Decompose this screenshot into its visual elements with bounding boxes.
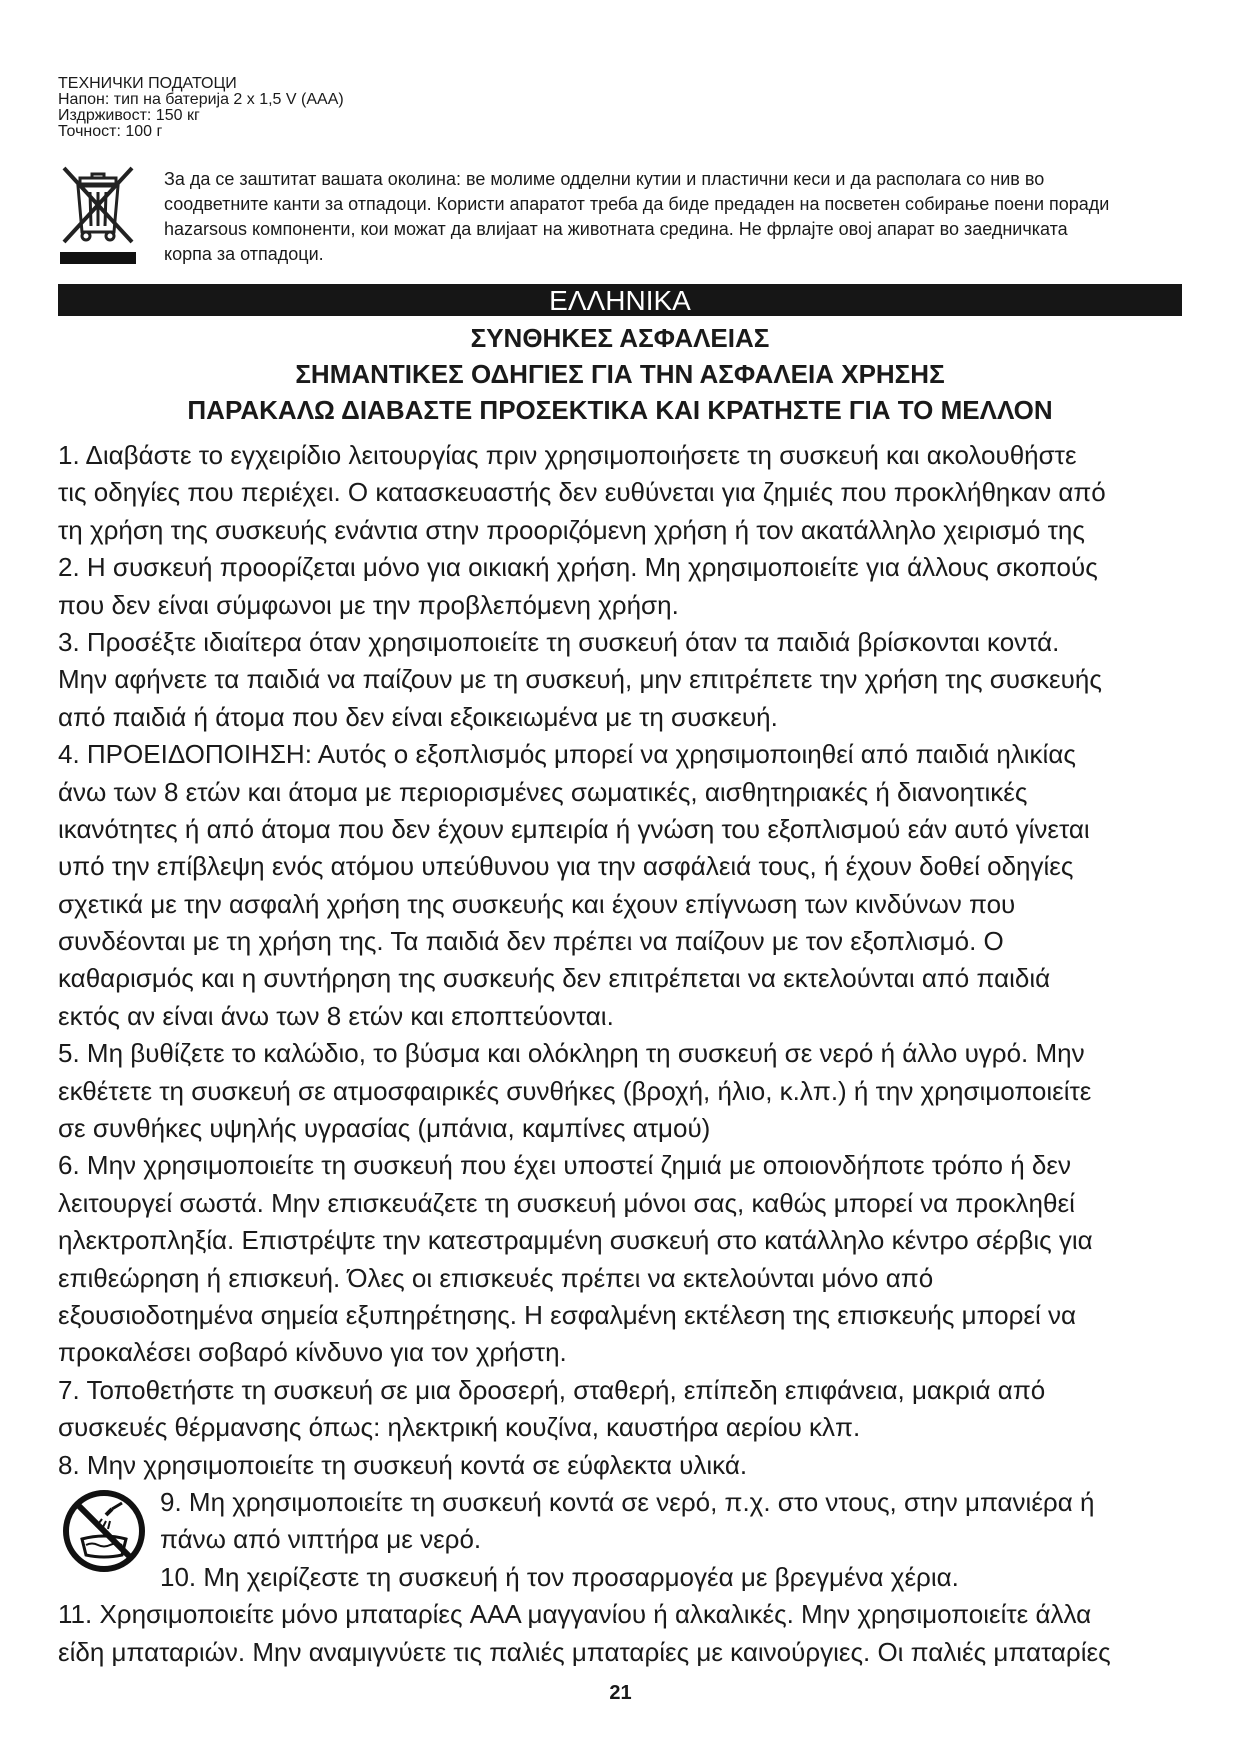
section-subtitle: ΣΗΜΑΝΤΙΚΕΣ ΟΔΗΓΙΕΣ ΓΙΑ ΤΗΝ ΑΣΦΑΛΕΙΑ ΧΡΗΣΗΣ <box>295 359 945 389</box>
disposal-line: hazarsous компоненти, кои можат да влијаат на животната средина. Не фрлајте овој апарат во заедничката <box>164 219 1068 239</box>
instruction-line: 4. ΠΡΟΕΙΔΟΠΟΙΗΣΗ: Αυτός ο εξοπλισμός μπορεί να χρησιμοποιηθεί από παιδιά ηλικίας <box>58 739 1076 770</box>
technical-data-title: ТЕХНИЧКИ ПОДАТОЦИ <box>58 75 237 92</box>
instruction-line: 6. Μην χρησιμοποιείτε τη συσκευή που έχει υποστεί ζημιά με οποιονδήποτε τρόπο ή δεν <box>58 1150 1071 1181</box>
safety-headings <box>58 320 1182 428</box>
instruction-line: 3. Προσέξτε ιδιαίτερα όταν χρησιμοποιείτε τη συσκευή όταν τα παιδιά βρίσκονται κοντά. <box>58 626 1060 657</box>
instruction-line: σε συνθήκες υψηλής υγρασίας (μπάνια, καμπίνες ατμού) <box>58 1113 711 1144</box>
instruction-line: 2. Η συσκευή προορίζεται μόνο για οικιακή χρήση. Μη χρησιμοποιείτε για άλλους σκοπούς <box>58 552 1098 583</box>
water-warning-line: 10. Μη χειρίζεστε τη συσκευή ή τον προσαρμογέα με βρεγμένα χέρια. <box>160 1561 959 1592</box>
disposal-notice <box>164 167 1174 267</box>
instruction-line: καθαρισμός και η συντήρηση της συσκευής δεν επιτρέπεται να εκτελούνται από παιδιά <box>58 963 1051 994</box>
section-subtitle: ΠΑΡΑΚΑΛΩ ΔΙΑΒΑΣΤΕ ΠΡΟΣΕΚΤΙΚΑ ΚΑΙ ΚΡΑΤΗΣΤΕ ΓΙΑ ΤΟ ΜΕΛΛΟΝ <box>187 395 1053 425</box>
instruction-line: σχετικά με την ασφαλή χρήση της συσκευής και έχουν επίγνωση των κινδύνων που <box>58 888 1016 919</box>
instruction-line: 5. Μη βυθίζετε το καλώδιο, το βύσμα και ολόκληρη τη συσκευή σε νερό ή άλλο υγρό. Μην <box>58 1038 1085 1069</box>
disposal-line: корпа за отпадоци. <box>164 244 324 264</box>
technical-capacity: Издрживост: 150 кг <box>58 107 200 124</box>
disposal-line: За да се заштитат вашата околина: ве молиме одделни кутии и пластични кеси и да располага со нив во <box>164 169 1045 189</box>
water-warning-line: 9. Μη χρησιμοποιείτε τη συσκευή κοντά σε νερό, π.χ. στο ντους, στην μπανιέρα ή <box>160 1486 1095 1517</box>
instruction-line: επιθεώρηση ή επισκευή. Όλες οι επισκευές πρέπει να εκτελούνται μόνο από <box>58 1262 934 1293</box>
instruction-line: 1. Διαβάστε το εγχειρίδιο λειτουργίας πριν χρησιμοποιήσετε τη συσκευή και ακολουθήστε <box>58 440 1077 470</box>
instruction-line: τις οδηγίες που περιέχει. Ο κατασκευαστής δεν ευθύνεται για ζημιές που προκλήθηκαν από <box>58 477 1106 508</box>
instruction-line: λειτουργεί σωστά. Μην επισκευάζετε τη συσκευή μόνοι σας, καθώς μπορεί να προκληθεί <box>58 1187 1075 1218</box>
water-warning-line: πάνω από νιπτήρα με νερό. <box>160 1524 482 1555</box>
instruction-line: εξουσιοδοτημένα σημεία εξυπηρέτησης. Η εσφαλμένη εκτέλεση της επισκευής μπορεί να <box>58 1299 1077 1330</box>
language-header: ΕΛΛΗΝΙΚΑ <box>58 284 1182 316</box>
instruction-line: συνδέονται με τη χρήση της. Τα παιδιά δεν πρέπει να παίζουν με τον εξοπλισμό. Ο <box>58 926 1004 957</box>
disposal-line: соодветните канти за отпадоци. Користи апаратот треба да биде предаден на посветен собирање поени поради <box>164 194 1110 214</box>
instruction-line: από παιδιά ή άτομα που δεν είναι εξοικειωμένα με τη συσκευή. <box>58 701 778 732</box>
instruction-line: εκτός αν είναι άνω των 8 ετών και εποπτεύονται. <box>58 1000 614 1031</box>
instruction-line: εκθέτετε τη συσκευή σε ατμοσφαιρικές συνθήκες (βροχή, ήλιο, κ.λπ.) ή την χρησιμοποιείτε <box>58 1075 1092 1106</box>
technical-voltage: Напон: тип на батерија 2 x 1,5 V (AAA) <box>58 91 344 108</box>
instruction-line: τη χρήση της συσκευής ενάντια στην προοριζόμενη χρήση ή τον ακατάλληλο χειρισμό της <box>58 514 1085 545</box>
technical-data <box>58 76 344 140</box>
instruction-line: που δεν είναι σύμφωνοι με την προβλεπόμενη χρήση. <box>58 589 679 620</box>
page-number: 21 <box>609 1682 632 1704</box>
instruction-line: ηλεκτροπληξία. Επιστρέψτε την κατεστραμμένη συσκευή στο κατάλληλο κέντρο σέρβις για <box>58 1225 1093 1256</box>
instruction-line: προκαλέσει σοβαρό κίνδυνο για τον χρήστη. <box>58 1337 567 1368</box>
instruction-line: συσκευές θέρμανσης όπως: ηλεκτρική κουζίνα, καυστήρα αερίου κλπ. <box>58 1412 861 1443</box>
section-title: ΣΥΝΘΗΚΕΣ ΑΣΦΑΛΕΙΑΣ <box>470 323 770 353</box>
instruction-line: είδη μπαταριών. Μην αναμιγνύετε τις παλιές μπαταρίες με καινούργιες. Οι παλιές μπαταρίες <box>58 1636 1111 1667</box>
crossed-out-wheelie-bin-icon <box>58 164 138 264</box>
technical-accuracy: Точност: 100 г <box>58 123 163 140</box>
instruction-line: ικανότητες ή από άτομα που δεν έχουν εμπειρία ή γνώση του εξοπλισμού εάν αυτό γίνεται <box>58 813 1090 844</box>
instruction-line: Μην αφήνετε τα παιδιά να παίζουν με τη συσκευή, μην επιτρέπετε την χρήση της συσκευής <box>58 664 1102 695</box>
no-shower-bath-icon <box>60 1487 148 1575</box>
instruction-line: υπό την επίβλεψη ενός ατόμου υπεύθυνου για την ασφάλειά τους, ή έχουν δοθεί οδηγίες <box>58 851 1074 882</box>
instruction-line: 11. Χρησιμοποιείτε μόνο μπαταρίες AAA μαγγανίου ή αλκαλικές. Μην χρησιμοποιείτε άλλα <box>58 1599 1092 1630</box>
safety-instructions <box>58 437 1188 1671</box>
instruction-line: 8. Μην χρησιμοποιείτε τη συσκευή κοντά σε εύφλεκτα υλικά. <box>58 1449 748 1480</box>
instruction-line: 7. Τοποθετήστε τη συσκευή σε μια δροσερή, σταθερή, επίπεδη επιφάνεια, μακριά από <box>58 1374 1046 1405</box>
instruction-line: άνω των 8 ετών και άτομα με περιορισμένες σωματικές, αισθητηριακές ή διανοητικές <box>58 776 1028 807</box>
